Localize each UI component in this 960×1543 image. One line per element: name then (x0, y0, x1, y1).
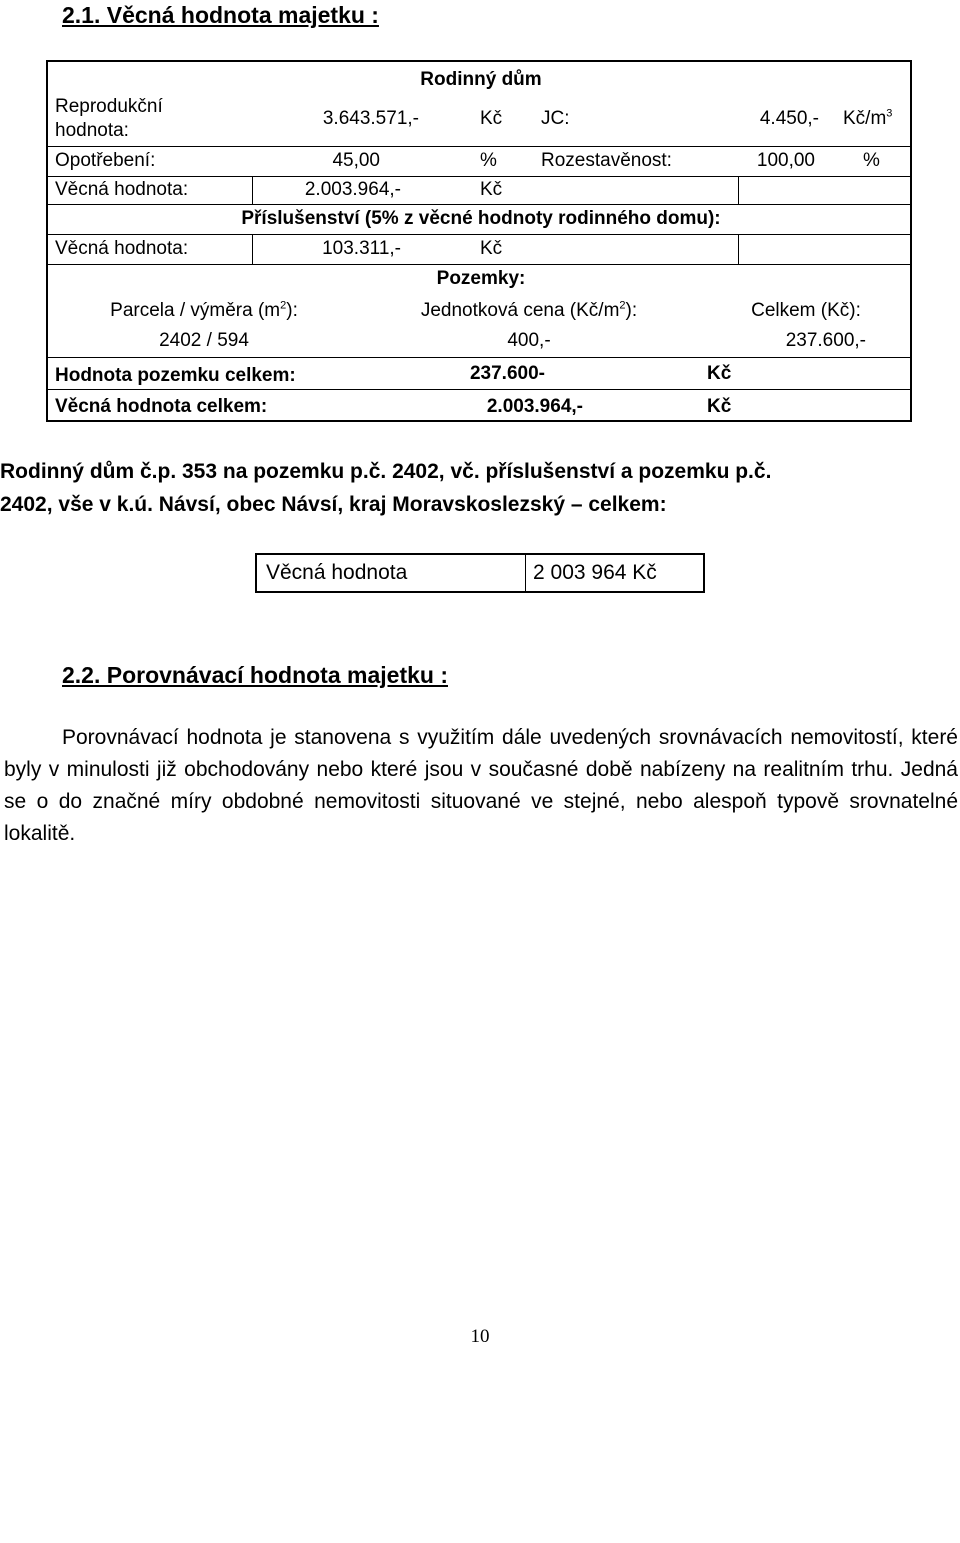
house-value-label: Věcná hodnota: (55, 179, 189, 200)
jc-unit: $Kč/m^3$ (843, 107, 893, 129)
land-col-unit-price: Jednotková cena $(Kč/m^2)$: (420, 299, 638, 321)
table-rule (48, 357, 910, 358)
wear-unit: % (480, 150, 497, 171)
land-row-parcel: 2402 / 594 (159, 330, 249, 351)
land-title: Pozemky: (436, 268, 526, 289)
table-rule (48, 389, 910, 390)
house-value: 2.003.964,- (304, 179, 401, 200)
completion-value: 100,00 (756, 150, 815, 171)
repro-label: hodnota: (55, 120, 129, 141)
land-row-total: 237.600,- (785, 330, 866, 351)
paragraph-text: Porovnávací hodnota je stanovena s využitím dále uvedených srovnávacích nemovitostí, které byly v minulosti již obchodovány nebo které jsou v současné době nabízeny na realitním trhu. Jedná se o do značné míry obdobné nemovitosti situované ve stejné, nebo alespoň typově srovnatelné lokalitě. (4, 726, 958, 845)
wear-label: Opotřebení: (55, 150, 156, 171)
table-rule (738, 176, 739, 204)
table-rule (252, 234, 253, 264)
house-value-unit: Kč (480, 179, 503, 200)
table-rule (48, 204, 910, 205)
value-box-value: 2 003 964 Kč (533, 561, 657, 584)
house-title: Rodinný dům (420, 69, 542, 90)
completion-unit: % (863, 150, 880, 171)
section-heading-material-value: 2.1. Věcná hodnota majetku : (62, 2, 379, 28)
grand-total-unit: Kč (707, 396, 732, 417)
accessories-value: 103.311,- (322, 238, 401, 259)
repro-unit: Kč (480, 108, 503, 129)
value-box-divider (525, 555, 526, 591)
table-rule (252, 176, 253, 204)
accessories-value-unit: Kč (480, 238, 503, 259)
jc-value: 4.450,- (759, 108, 819, 129)
jc-label: JC: (541, 108, 570, 129)
table-rule (48, 176, 910, 177)
accessories-title: Příslušenství (5% z věcné hodnoty rodinného domu): (241, 208, 721, 229)
land-col-parcel: Parcela / výměra $(m^2)$: (110, 299, 298, 321)
land-total-value: 237.600- (469, 363, 545, 384)
table-rule (48, 234, 910, 235)
accessories-value-label: Věcná hodnota: (55, 238, 189, 259)
land-total-label: Hodnota pozemku celkem: (55, 365, 296, 386)
land-row-unit-price: 400,- (507, 330, 551, 351)
grand-total-value: 2.003.964,- (486, 396, 583, 417)
value-box-label: Věcná hodnota (266, 561, 408, 584)
table-rule (48, 146, 910, 147)
repro-label: Reprodukční (55, 96, 163, 117)
comparative-paragraph (4, 722, 958, 850)
summary-line-1: Rodinný dům č.p. 353 na pozemku p.č. 2402, vč. příslušenství a pozemku p.č. (0, 460, 772, 483)
material-value-table (46, 60, 912, 422)
section-heading-comparative-value: 2.2. Porovnávací hodnota majetku : (62, 662, 448, 688)
material-value-box (255, 553, 705, 593)
wear-value: 45,00 (332, 150, 380, 171)
land-total-unit: Kč (707, 363, 732, 384)
page-number: 10 (470, 1326, 490, 1347)
completion-label: Rozestavěnost: (541, 150, 672, 171)
land-col-total: Celkem (Kč): (751, 300, 861, 321)
repro-value: 3.643.571,- (322, 108, 419, 129)
summary-line-2: 2402, vše v k.ú. Návsí, obec Návsí, kraj Moravskoslezský – celkem: (0, 493, 667, 516)
table-rule (738, 234, 739, 264)
table-rule (48, 264, 910, 265)
grand-total-label: Věcná hodnota celkem: (55, 396, 268, 417)
